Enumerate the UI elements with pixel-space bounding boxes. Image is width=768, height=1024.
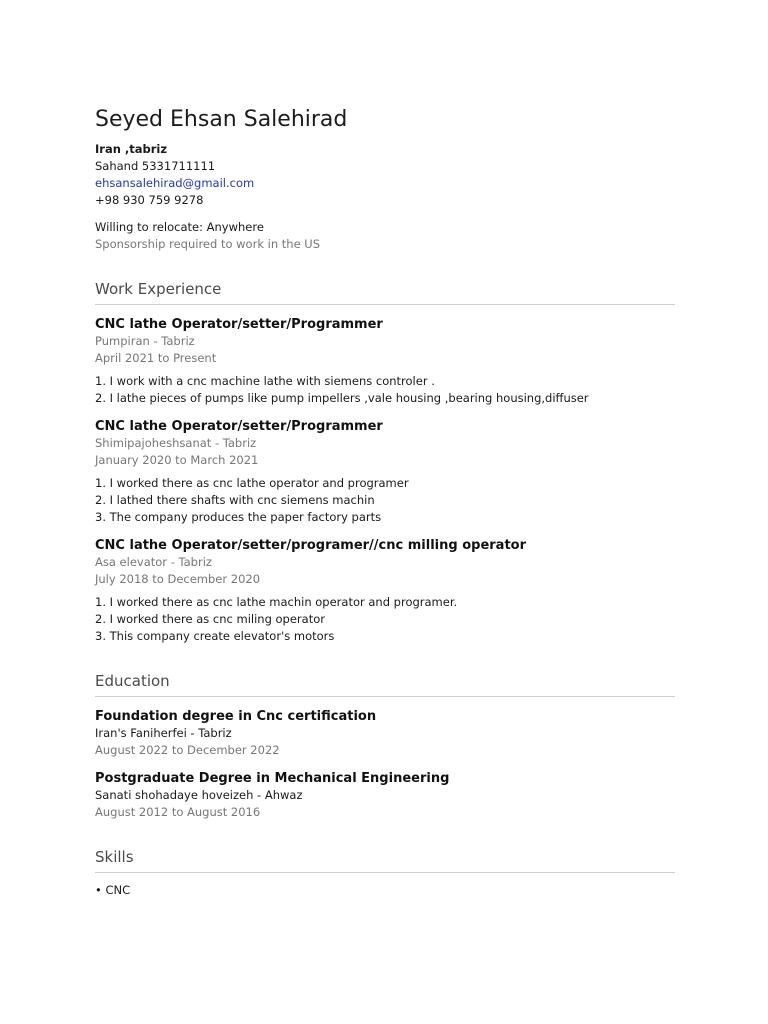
- resume-page: [95, 105, 675, 899]
- location: Iran ,tabriz: [95, 142, 168, 156]
- relocate-note: Willing to relocate: Anywhere: [95, 220, 264, 234]
- job-company: Pumpiran - Tabriz: [95, 334, 195, 348]
- degree-title: Foundation degree in Cnc certification: [95, 709, 377, 724]
- job-dates: April 2021 to Present: [95, 351, 217, 365]
- job-description: [95, 373, 675, 407]
- description-line: 3. This company create elevator's motors: [95, 629, 335, 643]
- education-entry: [95, 770, 675, 821]
- description-line: 3. The company produces the paper factory parts: [95, 510, 382, 524]
- job-company: Asa elevator - Tabriz: [95, 555, 212, 569]
- degree-title: Postgraduate Degree in Mechanical Engineering: [95, 771, 450, 786]
- job-entry: [95, 418, 675, 526]
- section-title-education: Education: [95, 672, 170, 690]
- job-dates: July 2018 to December 2020: [95, 572, 261, 586]
- skills-section: [95, 847, 675, 899]
- job-title: CNC lathe Operator/setter/programer//cnc milling operator: [95, 538, 526, 553]
- school-name: Iran's Faniherfei - Tabriz: [95, 726, 232, 740]
- description-line: 1. I work with a cnc machine lathe with siemens controler .: [95, 374, 435, 388]
- job-description: [95, 594, 675, 645]
- sponsorship-note: Sponsorship required to work in the US: [95, 237, 321, 251]
- education-section: [95, 671, 675, 821]
- description-line: 2. I lathe pieces of pumps like pump impellers ,vale housing ,bearing housing,diffuser: [95, 391, 589, 405]
- section-title-work: Work Experience: [95, 280, 222, 298]
- description-line: 1. I worked there as cnc lathe machin operator and programer.: [95, 595, 458, 609]
- description-line: 2. I worked there as cnc miling operator: [95, 612, 325, 626]
- section-divider: [95, 696, 675, 697]
- job-title: CNC lathe Operator/setter/Programmer: [95, 317, 383, 332]
- job-entry: [95, 316, 675, 407]
- job-title: CNC lathe Operator/setter/Programmer: [95, 419, 383, 434]
- education-dates: August 2012 to August 2016: [95, 805, 261, 819]
- email-link[interactable]: ehsansalehirad@gmail.com: [95, 176, 255, 190]
- description-line: 1. I worked there as cnc lathe operator and programer: [95, 476, 409, 490]
- school-name: Sanati shohadaye hoveizeh - Ahwaz: [95, 788, 303, 802]
- job-description: [95, 475, 675, 526]
- education-entry: [95, 708, 675, 759]
- address: Sahand 5331711111: [95, 159, 216, 173]
- spacer: [95, 209, 675, 219]
- work-experience-section: [95, 279, 675, 645]
- job-company: Shimipajoheshsanat - Tabriz: [95, 436, 257, 450]
- phone: +98 930 759 9278: [95, 193, 204, 207]
- education-dates: August 2022 to December 2022: [95, 743, 280, 757]
- job-entry: [95, 537, 675, 645]
- section-divider: [95, 872, 675, 873]
- section-divider: [95, 304, 675, 305]
- candidate-name: Seyed Ehsan Salehirad: [95, 107, 348, 132]
- description-line: 2. I lathed there shafts with cnc siemens machin: [95, 493, 375, 507]
- skill-item: • CNC: [95, 883, 131, 897]
- section-title-skills: Skills: [95, 848, 134, 866]
- job-dates: January 2020 to March 2021: [95, 453, 259, 467]
